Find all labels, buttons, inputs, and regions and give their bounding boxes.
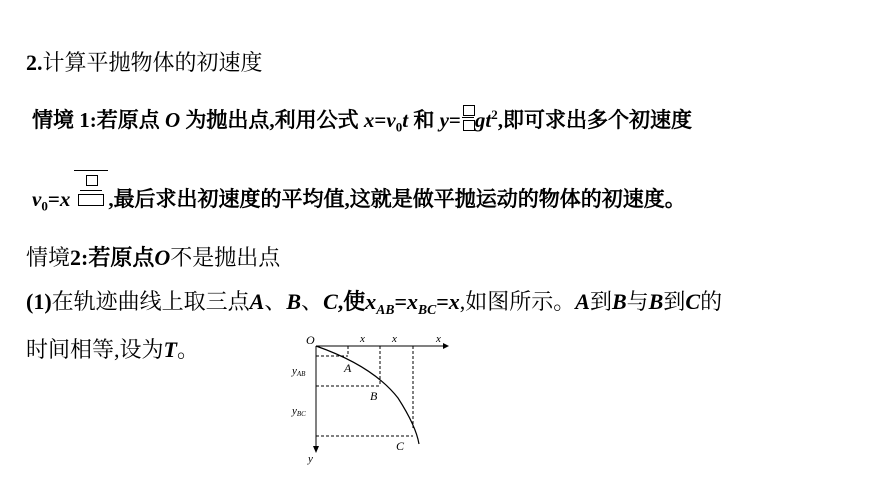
point-a-symbol: A bbox=[575, 289, 590, 314]
x-tick-label: x bbox=[392, 333, 397, 345]
formula-x: x bbox=[59, 187, 71, 211]
scenario1-text: ,即可求出多个初速度 bbox=[497, 108, 692, 132]
formula-equals: = bbox=[374, 108, 387, 132]
ybc-label bbox=[291, 405, 306, 418]
sqrt-fraction-placeholder bbox=[74, 170, 108, 216]
scenario1-text: 若原点 bbox=[96, 108, 165, 132]
scenario2-text: 情境 bbox=[26, 245, 71, 270]
yab-subscript: AB bbox=[296, 370, 306, 378]
formula-x: x bbox=[448, 289, 460, 314]
scenario2-text: 不是抛出点 bbox=[170, 245, 281, 270]
origin-label: O bbox=[306, 333, 315, 347]
ybc-subscript: BC bbox=[296, 410, 306, 418]
scenario1-line1 bbox=[32, 104, 692, 136]
y-axis-arrow bbox=[313, 446, 319, 453]
missing-glyph-box bbox=[78, 194, 104, 206]
step1-text: ,如图所示。 bbox=[459, 289, 576, 314]
point-a-symbol: A bbox=[249, 289, 265, 314]
formula-t: t bbox=[485, 108, 492, 132]
radical-bar bbox=[74, 170, 108, 171]
formula-v: v bbox=[386, 108, 396, 132]
yab-label bbox=[291, 365, 306, 378]
formula-t: t bbox=[402, 108, 409, 132]
trajectory-figure bbox=[278, 328, 468, 468]
formula-subscript: 0 bbox=[395, 119, 403, 135]
scenario2-text: :若原点 bbox=[81, 245, 155, 270]
scenario1-text: 为抛出点,利用公式 bbox=[180, 108, 364, 132]
time-symbol: T bbox=[163, 337, 177, 362]
scenario2-number: 2 bbox=[70, 245, 82, 270]
formula-superscript: 2 bbox=[491, 107, 498, 123]
x-tick-label: x bbox=[360, 333, 365, 345]
origin-symbol: O bbox=[165, 108, 181, 132]
trajectory-curve bbox=[316, 346, 419, 444]
point-b-label: B bbox=[370, 389, 378, 403]
missing-glyph-box bbox=[463, 120, 475, 131]
formula-v: v bbox=[32, 187, 42, 211]
scenario2-line bbox=[26, 241, 280, 272]
separator: 、 bbox=[264, 289, 287, 314]
step1-text: 的 bbox=[700, 289, 723, 314]
point-c-label: C bbox=[396, 439, 405, 453]
subscript-ab: AB bbox=[376, 301, 395, 317]
yab-symbol: y bbox=[292, 365, 297, 377]
formula-subscript: 0 bbox=[41, 198, 48, 214]
step1-line1 bbox=[26, 285, 722, 318]
fraction-bar bbox=[80, 190, 102, 191]
step1-text: 到 bbox=[663, 289, 686, 314]
step-number: (1) bbox=[26, 289, 52, 314]
fraction-bar bbox=[462, 117, 474, 118]
point-c-symbol: C bbox=[685, 289, 701, 314]
step1-text: ,使 bbox=[337, 289, 366, 314]
separator: 、 bbox=[301, 289, 324, 314]
conjunction-text: 和 bbox=[408, 108, 440, 132]
formula-y: y bbox=[439, 108, 449, 132]
formula-equals: = bbox=[448, 108, 461, 132]
fraction-placeholder bbox=[461, 105, 475, 133]
section-heading bbox=[26, 46, 263, 77]
formula-x: x bbox=[363, 108, 375, 132]
formula-g: g bbox=[474, 108, 486, 132]
scenario1-line2 bbox=[32, 170, 686, 216]
scenario1-text: ,最后求出初速度的平均值,这就是做平抛运动的物体的初速度。 bbox=[108, 187, 686, 211]
step1-line2 bbox=[26, 333, 199, 364]
step1-text: 时间相等,设为 bbox=[26, 337, 164, 362]
point-b-symbol: B bbox=[648, 289, 664, 314]
point-b-symbol: B bbox=[286, 289, 302, 314]
formula-equals: = bbox=[436, 289, 449, 314]
step1-text: 到 bbox=[589, 289, 612, 314]
ybc-symbol: y bbox=[292, 405, 297, 417]
x-axis-label: x bbox=[436, 333, 441, 345]
scenario1-label: 情境 1: bbox=[32, 108, 97, 132]
missing-glyph-box bbox=[86, 175, 98, 186]
formula-equals: = bbox=[47, 187, 60, 211]
heading-text: 计算平抛物体的初速度 bbox=[42, 50, 263, 75]
missing-glyph-box bbox=[463, 105, 475, 116]
step1-text: 在轨迹曲线上取三点 bbox=[51, 289, 250, 314]
formula-x: x bbox=[365, 289, 377, 314]
formula-x: x bbox=[407, 289, 419, 314]
point-a-label: A bbox=[344, 361, 352, 375]
origin-symbol: O bbox=[154, 245, 171, 270]
step1-text: 与 bbox=[626, 289, 649, 314]
step1-text: 。 bbox=[176, 337, 199, 362]
heading-number: 2. bbox=[26, 50, 43, 75]
subscript-bc: BC bbox=[418, 301, 437, 317]
point-c-symbol: C bbox=[323, 289, 338, 314]
formula-equals: = bbox=[394, 289, 408, 314]
x-axis-arrow bbox=[443, 343, 449, 349]
y-axis-label: y bbox=[308, 453, 313, 465]
point-b-symbol: B bbox=[611, 289, 627, 314]
